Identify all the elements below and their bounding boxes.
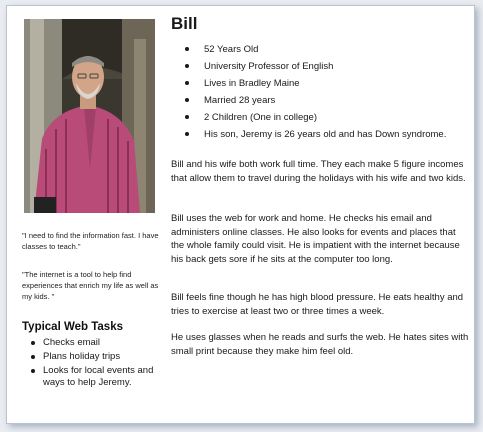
bullet-icon — [31, 341, 35, 345]
fact-item — [171, 126, 471, 143]
fact-item — [171, 58, 471, 75]
fact-item — [171, 109, 471, 126]
fact-item — [171, 75, 471, 92]
bullet-icon — [185, 132, 189, 136]
quote-information-fast: "I need to find the information fast. I have classes to teach." — [22, 231, 159, 251]
fact-label: His son, Jeremy is 26 years old and has Down syndrome. — [204, 129, 447, 140]
fact-item — [171, 92, 471, 109]
fact-label: 2 Children (One in college) — [204, 112, 318, 123]
task-item — [22, 365, 172, 389]
fact-label: Married 28 years — [204, 95, 276, 106]
tasks-heading: Typical Web Tasks — [22, 321, 123, 333]
fact-label: University Professor of English — [204, 61, 334, 72]
paragraph-web-use: Bill uses the web for work and home. He checks his email and administers online classes. He also looks for events and places that the whole family could visit. He is impatient with the internet because his back gets sore if he sits at the computer too long. — [171, 213, 460, 265]
bullet-icon — [185, 115, 189, 119]
task-item — [22, 337, 172, 349]
bullet-icon — [31, 369, 35, 373]
bullet-icon — [31, 355, 35, 359]
task-label: Looks for local events and ways to help Jeremy. — [43, 365, 154, 388]
persona-photo — [24, 19, 155, 213]
paragraph-health: Bill feels fine though he has high blood pressure. He eats healthy and tries to exercise at least two or three times a week. — [171, 292, 464, 317]
bullet-icon — [185, 81, 189, 85]
quote-internet-tool: "The internet is a tool to help find experiences that enrich my life as well as my kids. " — [22, 270, 159, 301]
facts-list — [171, 41, 471, 143]
task-label: Checks email — [43, 337, 101, 348]
fact-label: Lives in Bradley Maine — [204, 78, 300, 89]
persona-card — [6, 5, 475, 424]
task-label: Plans holiday trips — [43, 351, 121, 362]
bullet-icon — [185, 47, 189, 51]
task-item — [22, 351, 172, 363]
portrait-image — [24, 19, 155, 213]
persona-name: Bill — [171, 14, 198, 33]
fact-label: 52 Years Old — [204, 44, 259, 55]
fact-item — [171, 41, 471, 58]
bullet-icon — [185, 98, 189, 102]
tasks-list — [22, 337, 172, 391]
paragraph-income: Bill and his wife both work full time. They each make 5 figure incomes that allow them to travel during the holidays with his wife and two kids. — [171, 159, 466, 184]
bullet-icon — [185, 64, 189, 68]
paragraph-glasses: He uses glasses when he reads and surfs the web. He hates sites with small print because they make him feel old. — [171, 332, 469, 357]
